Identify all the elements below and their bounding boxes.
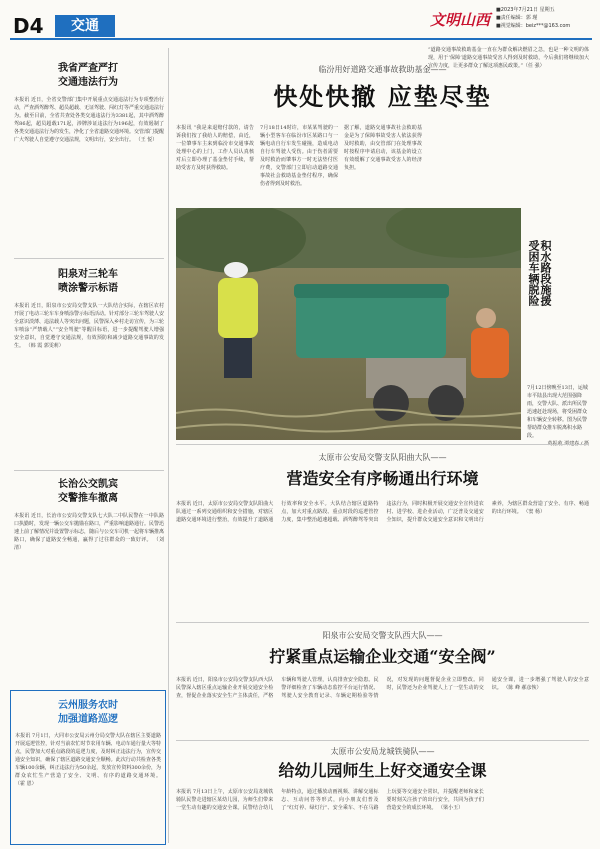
story-two-headline: 营造安全有序畅通出行环境 — [286, 469, 479, 488]
story-four-byline: （梁小玉） — [438, 805, 464, 811]
story-three-byline: （陈 峰 郝彦恢） — [503, 685, 542, 691]
story-two-body — [176, 500, 589, 616]
story-two-kicker: 太原市公安局交警支队阳曲大队—— — [318, 453, 447, 462]
left-story-2-title: 阳泉对三轮车 喷涂警示标语 — [58, 269, 118, 294]
masthead-rule — [10, 38, 592, 40]
left-story-1-title: 我省严查严打 交通违法行为 — [58, 63, 118, 88]
highlight-story-byline: （霍 恩） — [15, 781, 37, 787]
photo-side-title: 积水路段施援 受困车辆脱险 — [527, 240, 552, 306]
left-story-3-title: 长治公交凯宾 交警推车撤离 — [58, 479, 118, 504]
issue-date: ■2023年7月21日 星期五 — [496, 7, 555, 13]
highlight-story-text: 本报讯 7月1日，大同市公安局云州分局交警大队在辖区主要道路开展巡逻管控，针对当前农忙时节农用车辆、电动车通行量大等特点，民警加大对重点路段的巡逻力度，及时纠正违法行为，宣传交通安全知识，确保了辖区道路交通安全顺畅。此次行动共检查各类车辆100余辆，纠正违法行为50余起，发放宣传资料300余份，为群众农忙生产营造了安全、文明、有序的道路交通环境。 — [15, 733, 161, 779]
lead-column-1: 本报讯 “我是来退赔付款的，请告诉我们按了我给人的赔偿，由近，一位肇事车主来到临汾市交通事故处理中心的上门，工作人员认真核对后立即办理了基金垫付手续，帮助受害方及时获得救助。 — [176, 125, 254, 171]
story-three-text: 本报讯 近日，阳泉市公安局交警支队西大队民警深入辖区重点运输企业开展交通安全检查，督促企业落实安全生产主体责任，严格车辆和驾驶人管理，认真排查安全隐患。民警详细检查了车辆动态监控平台运行情况、驾驶人安全教育记录、车辆定期检验等情况，对发现的问题督促企业立即整改。同时，民警还为企业驾驶人上了一堂生动的交通安全课，进一步增强了驾驶人的安全意识。 — [176, 677, 589, 699]
lead-column-4: “道路交通事故救助基金一直在为群众解决燃眉之急，也是一种文明的体现，用于‘保障’道路交通事故受害人得到及时救助，今后我们将继续加大宣传力度，让更多群众了解这项惠民政策。”（任 强） — [428, 47, 589, 69]
left-story-2-body — [14, 302, 164, 414]
lead-column-2: 7月18日14时许，市某某驾驶的一辆小型客车在临汾市区某路口与一辆电动自行车发生碰撞，造成电动自行车驾驶人受伤。由于伤者需要及时救治而肇事方一时无法垫付医疗费，交警部门立即启动道路交通事故社会救助基金垫付程序，确保伤者得到及时救治。 — [260, 125, 338, 187]
divider-story-four — [176, 740, 589, 741]
masthead — [0, 0, 600, 40]
newspaper-logo: 文明山西 — [430, 11, 491, 29]
story-two-byline: （窦 杨） — [523, 509, 545, 515]
flood-rescue-illustration — [176, 208, 521, 440]
left-story-1-byline: （王 悦） — [135, 137, 158, 143]
story-three-kicker: 阳泉市公安局交警支队西大队—— — [322, 631, 443, 640]
story-three-headline: 拧紧重点运输企业交通“安全阀” — [269, 647, 496, 666]
left-column-divider — [168, 48, 169, 843]
story-four-kicker: 太原市公安局龙城铁骑队—— — [330, 747, 435, 756]
photo-caption — [527, 384, 589, 448]
left-story-3-text: 本报讯 近日，长治市公安局交警支队七大队二中队民警在一中队路口执勤时，发现一辆公交车抛锚在路口，严重影响道路通行。民警迅速上前了解情况并设置警示标志，随后与公交车司机一起将车辆推离路口，确保了道路安全畅通，赢得了过往群众的一致好评。 — [14, 513, 164, 543]
left-story-2-byline: （韩 霞 郭雯莉） — [25, 343, 64, 349]
story-four-headline: 给幼儿园师生上好交通安全课 — [278, 761, 487, 780]
lead-kicker: 临汾用好道路交通事故救助基金—— — [318, 65, 447, 74]
left-divider-1 — [14, 258, 164, 259]
story-four-text: 本报讯 7月13日上午，太原市公安局龙城铁骑队民警走进辖区某幼儿园，为师生们带来一堂生动有趣的交通安全课。民警结合幼儿年龄特点，通过播放动画视频、讲解交通标志、互动问答等形式，向小朋友们普及了“红灯停、绿灯行”、安全乘车、不在马路上玩耍等交通安全常识，并提醒老师和家长要时刻关注孩子的出行安全，共同为孩子们营造安全的成长环境。 — [176, 789, 484, 811]
divider-story-two — [176, 444, 589, 445]
left-divider-2 — [14, 470, 164, 471]
issue-info — [496, 6, 594, 30]
issue-editor: ■责任编辑：郭 瑾 — [496, 15, 538, 21]
photo-caption-text: 7月12日傍晚至13日，运城市平陆县出现大范围强降雨，交警大队、派出所民警迅速赶赴现场，将受困群众和车辆安全转移。图为民警帮助群众推车脱离积水路段。 — [527, 385, 588, 439]
lead-headline: 快处快撤 应垫尽垫 — [273, 82, 492, 111]
section-tag: 交通 — [55, 15, 115, 37]
left-story-2-text: 本报讯 近日，阳泉市公安局交警支队一大队结合实际，在辖区农村开展了电动三轮车车身喷涂警示标语活动。针对部分三轮车驾驶人安全意识淡薄、违法载人等突出问题，民警深入乡村走访宣传，为三轮车喷涂“严禁载人”“安全驾驶”等醒目标语，进一步提醒驾驶人增强安全意识，自觉遵守交通法规，有效预防和减少道路交通事故的发生。 — [14, 303, 164, 349]
page-number: D4 — [13, 14, 44, 38]
highlight-story-body — [15, 732, 161, 840]
left-story-3-body — [14, 512, 164, 680]
story-two-text: 本报讯 近日，太原市公安局交警支队阳曲大队通过一系列交通组织和安全措施，对辖区道路交通环境进行整治，有效提升了道路通行效率和安全水平。大队结合辖区道路特点，加大对重点路段、重点时段的巡逻管控力度，集中整治超速超载、酒驾醉驾等突出违法行为，同时积极开展交通安全宣传进农村、进学校、进企业活动，广泛普及交通安全知识，提升群众交通安全意识和文明出行素养，为辖区群众营造了安全、有序、畅通的出行环境。 — [176, 501, 589, 523]
left-story-1-body — [14, 96, 164, 216]
flood-rescue-photo — [176, 208, 521, 440]
highlight-story-title: 云州服务农时 加强道路巡逻 — [58, 700, 118, 725]
left-story-1-text: 本报讯 近日，全省交警部门集中开展重点交通违法行为专项整治行动，严查酒驾醉驾、超员超载、无证驾驶、闯红灯等严重交通违法行为。截至目前，全省共查处各类交通违法行为3381起，其中酒驾醉驾86起，超员超载171起，涉牌涉证违法行为196起，有效遏制了各类交通违法行为的发生，净化了全省道路交通环境。交管部门提醒广大驾驶人自觉遵守交通法规，文明出行，安全出行。 — [14, 97, 164, 143]
issue-visual-editor: ■视觉编辑：beiz***@163.com — [496, 23, 571, 29]
divider-story-three — [176, 622, 589, 623]
left-story-3-byline: （刘 清） — [14, 537, 164, 551]
story-three-body — [176, 676, 589, 736]
story-four-body — [176, 788, 589, 846]
lead-column-3: 据了解，道路交通事故社会救助基金是为了保障事故受害人依法获得及时救助，由交管部门在处理事故时按程序申请启动，该基金的设立有效缓解了交通事故受害人的经济负担。 — [344, 125, 422, 171]
